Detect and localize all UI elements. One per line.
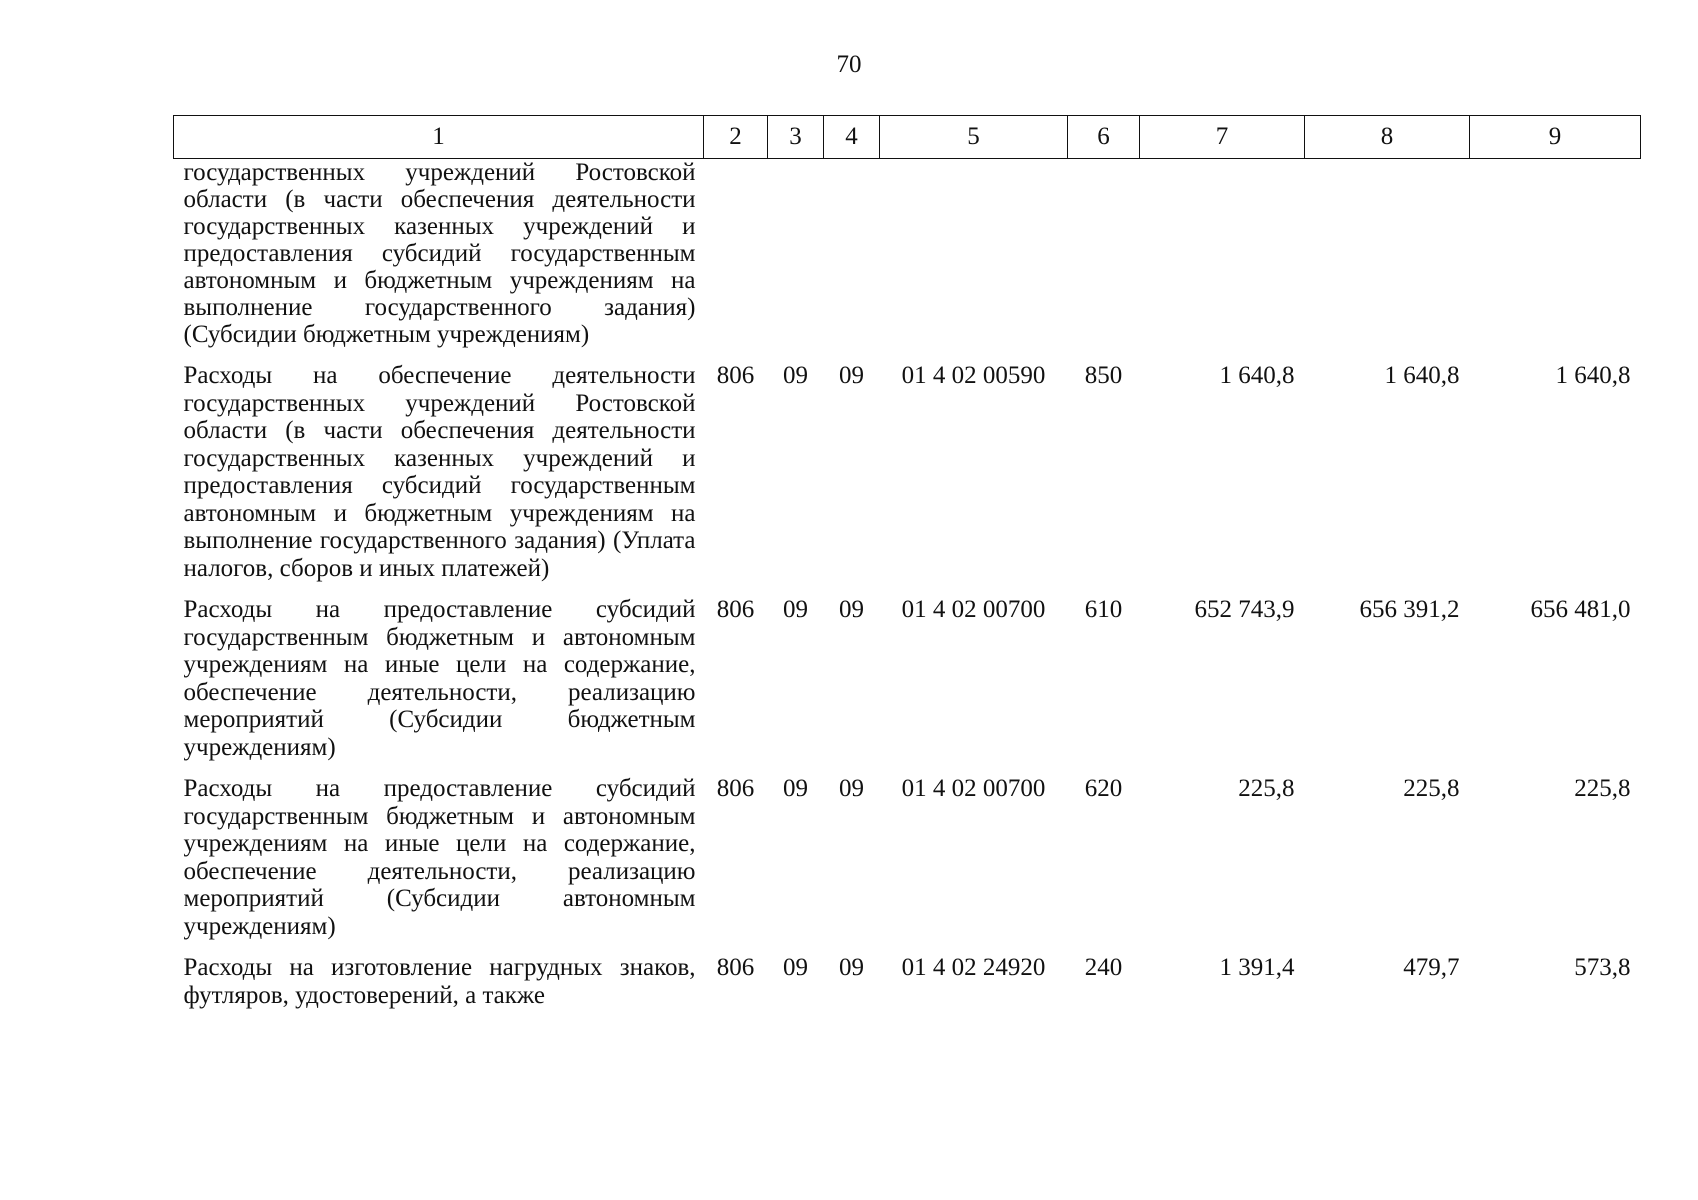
cell-col-9: 1 640,8	[1555, 362, 1631, 389]
table-row	[174, 362, 1641, 596]
table-row	[174, 954, 1641, 1009]
cell-col-5: 01 4 02 00590	[901, 362, 1046, 389]
cell-col-7: 1 391,4	[1219, 954, 1295, 981]
table-header	[174, 116, 1641, 159]
cell-col-6	[1068, 159, 1140, 363]
cell-col-8: 225,8	[1403, 775, 1460, 802]
cell-col-5: 01 4 02 00700	[901, 775, 1046, 802]
budget-table	[173, 115, 1641, 1009]
cell-col-4: 09	[839, 775, 864, 802]
column-header-6: 6	[1068, 116, 1140, 159]
column-header-3: 3	[768, 116, 824, 159]
page-number: 70	[836, 51, 862, 78]
row-description: государственных учреждений Ростовской области (в части обеспечения деятельности государственных казенных учреждений и предоставления субсидий государственным автономным и бюджетным учреждениям на выполнение государственного задания) (Субсидии бюджетным учреждениям)	[183, 159, 696, 348]
cell-col-8	[1305, 159, 1470, 363]
cell-col-2: 806	[716, 775, 755, 802]
cell-col-3: 09	[783, 954, 808, 981]
cell-col-4: 09	[839, 362, 864, 389]
cell-col-9: 573,8	[1574, 954, 1631, 981]
column-header-8: 8	[1305, 116, 1470, 159]
row-description: Расходы на обеспечение деятельности государственных учреждений Ростовской области (в части обеспечения деятельности государственных казенных учреждений и предоставления субсидий государственным автономным и бюджетным учреждениям на выполнение государственного задания) (Уплата налогов, сборов и иных платежей)	[183, 362, 696, 582]
cell-col-2: 806	[716, 362, 755, 389]
cell-col-2: 806	[716, 954, 755, 981]
table-row	[174, 159, 1641, 363]
cell-col-7: 652 743,9	[1194, 596, 1295, 623]
cell-col-7: 1 640,8	[1219, 362, 1295, 389]
cell-col-9	[1470, 159, 1641, 363]
cell-col-2	[704, 159, 768, 363]
column-header-1: 1	[174, 116, 704, 159]
column-header-2: 2	[704, 116, 768, 159]
row-description: Расходы на предоставление субсидий государственным бюджетным и автономным учреждениям на иные цели на содержание, обеспечение деятельности, реализацию мероприятий (Субсидии бюджетным учреждениям)	[183, 596, 696, 761]
cell-col-4	[824, 159, 880, 363]
column-header-9: 9	[1470, 116, 1641, 159]
cell-col-7	[1140, 159, 1305, 363]
cell-col-2: 806	[716, 596, 755, 623]
table-row	[174, 596, 1641, 775]
cell-col-8: 656 391,2	[1359, 596, 1460, 623]
column-header-5: 5	[880, 116, 1068, 159]
cell-col-8: 1 640,8	[1384, 362, 1460, 389]
cell-col-9: 656 481,0	[1530, 596, 1631, 623]
cell-col-6: 850	[1084, 362, 1123, 389]
cell-col-3: 09	[783, 362, 808, 389]
cell-col-9: 225,8	[1574, 775, 1631, 802]
table-body	[174, 159, 1641, 1010]
cell-col-8: 479,7	[1403, 954, 1460, 981]
cell-col-5: 01 4 02 24920	[901, 954, 1046, 981]
cell-col-7: 225,8	[1238, 775, 1295, 802]
row-description: Расходы на предоставление субсидий государственным бюджетным и автономным учреждениям на иные цели на содержание, обеспечение деятельности, реализацию мероприятий (Субсидии автономным учреждениям)	[183, 775, 696, 940]
cell-col-5: 01 4 02 00700	[901, 596, 1046, 623]
row-description: Расходы на изготовление нагрудных знаков, футляров, удостоверений, а также	[183, 954, 696, 1009]
cell-col-6: 620	[1084, 775, 1123, 802]
cell-col-4: 09	[839, 596, 864, 623]
column-header-7: 7	[1140, 116, 1305, 159]
header-row	[174, 116, 1641, 159]
table-row	[174, 775, 1641, 954]
column-header-4: 4	[824, 116, 880, 159]
cell-col-3: 09	[783, 775, 808, 802]
cell-col-6: 610	[1084, 596, 1123, 623]
cell-col-5	[880, 159, 1068, 363]
cell-col-3	[768, 159, 824, 363]
cell-col-3: 09	[783, 596, 808, 623]
cell-col-6: 240	[1084, 954, 1123, 981]
cell-col-4: 09	[839, 954, 864, 981]
